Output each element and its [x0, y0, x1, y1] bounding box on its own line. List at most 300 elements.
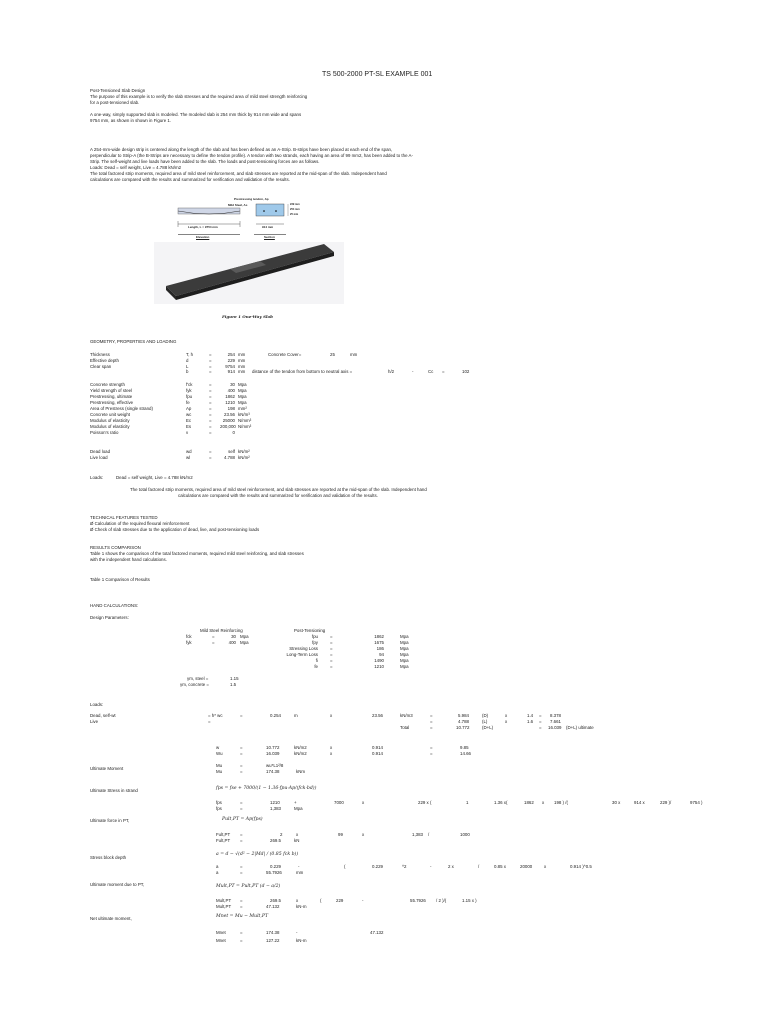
ultimate-stress-label: Ultimate Stress in strand — [90, 788, 138, 793]
width-label: 914 mm — [262, 225, 274, 229]
loads-text: Dead = self weight, Live = 4.788 kN/m2 — [116, 475, 193, 480]
pt-symbol: fe — [314, 664, 318, 669]
property-symbol: T, h — [186, 352, 194, 357]
property-unit: kN/m³ — [238, 412, 250, 417]
times: x — [542, 800, 545, 805]
gamma-steel-label: γm, steel = — [187, 676, 209, 681]
property-value: 23.56 — [224, 412, 235, 417]
unit: mm — [296, 870, 304, 875]
property-value: 25000 — [222, 418, 235, 423]
property-unit: mm — [238, 352, 246, 357]
equals: = — [430, 719, 433, 724]
total-load-result: 10.772 — [456, 725, 470, 730]
mild-steel-symbol: fyk — [186, 640, 192, 645]
equals: = — [209, 455, 212, 460]
property-unit: mm — [238, 358, 246, 363]
section-label: Section — [264, 235, 275, 239]
pt-symbol: fpu — [311, 634, 318, 639]
property-label: Area of Prestress (single strand) — [90, 406, 153, 411]
ultimate-moment-label: Ultimate Moment — [90, 766, 124, 771]
property-value: 0 — [232, 430, 235, 435]
summary-line: The total factored strip moments, required area of mild steel reinforcement, and slab stresses are reported at the mid-span of the slab. Independent hand — [130, 487, 427, 492]
times: x — [505, 713, 508, 718]
pt-value: 94 — [379, 652, 384, 657]
property-symbol: wc — [186, 412, 192, 417]
equals: = — [430, 745, 433, 750]
results-heading: RESULTS COMPARISON — [90, 545, 141, 550]
fps-symbol: fps — [216, 806, 222, 811]
elevation-slab — [178, 208, 240, 214]
property-symbol: b — [186, 369, 189, 374]
dead-load-formula: = h* wc — [208, 713, 223, 718]
one: 1 — [466, 800, 469, 805]
a-value: 55.7926 — [266, 870, 282, 875]
property-unit: kN/m² — [238, 455, 250, 460]
fult-value: 269.5 — [270, 838, 281, 843]
mild-steel-value: 400 — [228, 640, 236, 645]
unit: kN/m2 — [294, 745, 307, 750]
factored-live-load: 7.661 — [550, 719, 561, 724]
intro-line: 9754 mm, as shown in shown in Figure 1. — [90, 118, 172, 123]
depth-value: 0.229 — [372, 864, 383, 869]
strand-count: 2 — [280, 832, 283, 837]
equals: = — [240, 930, 243, 935]
description-line: Strip. The self-weight and live loads have been added to the slab. The loads and post-tensioning forces are as follows. — [90, 159, 320, 164]
load-tag: (D) — [482, 713, 489, 718]
property-value: 1862 — [225, 394, 235, 399]
property-label: Modulus of elasticity — [90, 424, 130, 429]
factor: 1.15 x ) — [462, 898, 477, 903]
minus: - — [430, 864, 432, 869]
load-symbol: Wu — [216, 751, 223, 756]
net-moment-formula: Mnet = Mu − Mult,PT — [216, 914, 269, 919]
figure-caption: Figure 1 One-Way Slab — [222, 314, 273, 319]
dead-load-result: 5.984 — [458, 713, 469, 718]
load-tag: (L) — [482, 719, 488, 724]
tendon-distance-cc: Cc — [428, 369, 434, 374]
a-value: 55.7926 — [410, 898, 426, 903]
property-symbol: wd — [186, 449, 192, 454]
constant: 20000 — [520, 864, 533, 869]
equals: = — [209, 449, 212, 454]
divide: / — [428, 832, 430, 837]
section-slab — [256, 204, 284, 216]
strand-area: 99 — [338, 832, 343, 837]
dead-load-label: Dead, self-wt — [90, 713, 116, 718]
load-value: 16.039 — [266, 751, 280, 756]
intro-line: A one-way, simply supported slab is modeled. The modeled slab is 254 mm thick by 914 mm wide and spans — [90, 112, 302, 117]
force-value: 269.5 — [270, 898, 281, 903]
gamma-steel-value: 1.15 — [230, 676, 239, 681]
tendon-label: Prestressing tendon, Ap — [234, 197, 269, 201]
factor: 0.85 x — [494, 864, 506, 869]
unit: Mpa — [400, 664, 409, 669]
pt-symbol: Long-Term Loss — [286, 652, 318, 657]
intro-line: The purpose of this example is to verify the slab stresses and the required area of mild steel strength reinforcing — [90, 94, 308, 99]
equals: = — [330, 640, 333, 645]
equals: = — [240, 838, 243, 843]
load-factor: 1.6 — [527, 719, 534, 724]
pt-value: 1490 — [374, 658, 384, 663]
total-label: Total — [400, 725, 410, 730]
factor: 2 x — [448, 864, 454, 869]
unit: Mpa — [400, 646, 409, 651]
equals: = — [240, 751, 243, 756]
mult-symbol: Mult,PT — [216, 904, 232, 909]
divide: / 2 )/( — [436, 898, 447, 903]
equals: = — [430, 725, 433, 730]
net-moment-label: Net ultimate moment, — [90, 916, 132, 921]
intro-heading: Post-Tensioned Slab Design — [90, 88, 146, 93]
property-value: 9754 — [225, 364, 235, 369]
page-title: TS 500-2000 PT-SL EXAMPLE 001 — [322, 71, 433, 78]
equals: = — [209, 369, 212, 374]
equals: = — [209, 352, 212, 357]
property-symbol: Es — [186, 424, 192, 429]
live-load-label: Live — [90, 719, 99, 724]
line-load-result: 14.66 — [460, 751, 471, 756]
tendon-distance-expr: h/2 — [388, 369, 395, 374]
stress-block-label: Stress block depth — [90, 855, 127, 860]
technical-heading: TECHNICAL FEATURES TESTED — [90, 515, 158, 520]
divisor: 1000 — [460, 832, 470, 837]
unit: kN-m — [296, 904, 307, 909]
property-value: 229 — [227, 358, 235, 363]
property-value: 4.788 — [224, 455, 235, 460]
depth: 229 x ( — [418, 800, 432, 805]
property-unit: N/mm³ — [238, 418, 252, 423]
dead-load-thickness: 0.254 — [270, 713, 281, 718]
tendon-distance-text: distance of the tendon from bottom to neutral axis = — [252, 369, 353, 374]
unit: Mpa — [400, 652, 409, 657]
property-symbol: fpu — [186, 394, 193, 399]
unit: kN — [294, 838, 300, 843]
design-params-heading: Design Parameters: — [90, 615, 129, 620]
cover-label: Concrete Cover= — [268, 352, 302, 357]
pt-symbol: fpy — [312, 640, 318, 645]
property-symbol: wl — [186, 455, 191, 460]
fck-value: 30 x — [612, 800, 621, 805]
equals: = — [240, 806, 243, 811]
equals: = — [209, 394, 212, 399]
equals: = — [209, 418, 212, 423]
mnet-symbol: Mnet — [216, 930, 226, 935]
description-line: perpendicular to Strip-A (the B-Strips are necessary to define the tendon profile). A tendon with two strands, each having an area of 99 mm2, has been added to the A- — [90, 153, 413, 158]
equals: = — [430, 713, 433, 718]
pt-value: 186 — [376, 646, 384, 651]
equals: = — [330, 658, 333, 663]
equals: = — [208, 719, 211, 724]
property-symbol: d — [186, 358, 189, 363]
equals: = — [240, 800, 243, 805]
property-label: Prestressing, effective — [90, 400, 134, 405]
gamma-concrete-value: 1.5 — [230, 682, 237, 687]
dim-label: 229 mm — [290, 203, 300, 206]
mild-steel-value: 30 — [231, 634, 236, 639]
equals: = — [209, 406, 212, 411]
paren: ( — [320, 898, 322, 903]
description-line: Loads: Dead = self weight, Live = 4.788 kN/m2 — [90, 165, 182, 170]
technical-item: Ø Calculation of the required flexural reinforcement — [90, 521, 190, 526]
equals: = — [209, 388, 212, 393]
property-label: Poisson's ratio — [90, 430, 119, 435]
property-value: self — [228, 449, 235, 454]
load-symbol: w — [216, 745, 220, 750]
property-symbol: fe — [186, 400, 190, 405]
slab-drawing — [148, 194, 348, 310]
property-symbol: Ap — [186, 406, 192, 411]
equals: = — [330, 634, 333, 639]
equals: = — [240, 763, 243, 768]
divide: / — [478, 864, 480, 869]
loads-label: Loads: — [90, 475, 104, 480]
property-unit: mm — [238, 369, 246, 374]
times: x — [330, 751, 333, 756]
times: x — [362, 832, 365, 837]
property-symbol: ν — [186, 430, 189, 435]
load-note: (D+L) ultimate — [566, 725, 594, 730]
results-line: with the independent hand calculations. — [90, 557, 167, 562]
gamma-concrete-label: γm, concrete = — [180, 682, 209, 687]
fps-symbol: fps — [216, 800, 222, 805]
property-value: 198 — [227, 406, 235, 411]
loads-calc-heading: Loads: — [90, 702, 104, 707]
equals: = — [240, 769, 243, 774]
factor: 1.36 x( — [494, 800, 508, 805]
property-label: Modulus of elasticity — [90, 418, 130, 423]
line-load-result: 9.85 — [460, 745, 469, 750]
unit: kNm — [296, 769, 306, 774]
unit: Mpa — [400, 634, 409, 639]
a-symbol: a — [216, 870, 219, 875]
equals: = — [539, 713, 542, 718]
equals: = — [209, 430, 212, 435]
fpu-value: 1862 — [524, 800, 534, 805]
property-unit: kN/m² — [238, 449, 250, 454]
span-value: 9754 ) — [690, 800, 703, 805]
stress-block-formula: a = d − √(d² − 2|Md| / (0.85 fck b)) — [216, 852, 299, 857]
width-value: 0.914 — [372, 745, 383, 750]
property-unit: Mpa — [238, 394, 247, 399]
equals: = — [240, 713, 243, 718]
cover-value: 25 — [330, 352, 335, 357]
minus: - — [298, 864, 300, 869]
summary-line: calculations are compared with the results and summarized for verification and validation of the results. — [178, 493, 378, 498]
table-caption: Table 1 Comparison of Results — [90, 577, 150, 582]
load-tag: (D+L) — [482, 725, 494, 730]
equals: = — [212, 634, 215, 639]
mult-symbol: Mult,PT — [216, 898, 232, 903]
property-value: 200,000 — [220, 424, 236, 429]
equals: = — [209, 364, 212, 369]
equals: = — [240, 938, 243, 943]
property-unit: Mpa — [238, 382, 247, 387]
description-line: The total factored strip moments, required area of mild steel reinforcement, and slab stresses are reported at the mid-span of the slab. Independent hand — [90, 171, 387, 176]
unit: Mpa — [294, 806, 303, 811]
mnet-symbol: Mnet — [216, 938, 226, 943]
length-label: Length, L = 9754 mm — [188, 225, 218, 229]
ultimate-force-label: Ultimate force in PT, — [90, 818, 130, 823]
unit: Mpa — [400, 658, 409, 663]
width-value: 0.914 — [372, 751, 383, 756]
pt-value: 1862 — [374, 634, 384, 639]
intro-line: for a post-tensioned slab. — [90, 100, 140, 105]
equals: = — [212, 640, 215, 645]
results-line: Table 1 shows the comparison of the total factored moments, required mild steel reinforcing, and slab stresses — [90, 551, 304, 556]
ultimate-stress-formula: fps = fse + 7000/(1 − 1.36·fpu·Ap/(fck·bd)) — [216, 786, 317, 791]
fps-value: 1,383 — [270, 806, 281, 811]
equals: = — [209, 400, 212, 405]
property-label: Thickness — [90, 352, 110, 357]
mild-steel-heading: Mild Steel Reinforcing — [200, 628, 243, 633]
property-value: 914 — [227, 369, 235, 374]
property-unit: Mpa — [238, 388, 247, 393]
unit: Mpa — [400, 640, 409, 645]
property-label: Dead load — [90, 449, 111, 454]
paren: ( — [344, 864, 346, 869]
equals: = — [240, 870, 243, 875]
equals: = — [330, 664, 333, 669]
times: x — [296, 898, 299, 903]
ultimate-moment-pt-formula: Mult,PT = Pult,PT (d − a/2) — [216, 884, 281, 889]
equals: = — [209, 382, 212, 387]
equals: = — [539, 719, 542, 724]
fse-value: 1210 — [270, 800, 280, 805]
mu-value: 174.38 — [266, 930, 280, 935]
mult-value: 47.132 — [370, 930, 384, 935]
load-factor: 1.4 — [527, 713, 534, 718]
pt-value: 1210 — [374, 664, 384, 669]
pt-symbol: Stressing Loss — [289, 646, 318, 651]
property-unit: N/mm³ — [238, 424, 252, 429]
b-value: 0.914 )^0.5 — [570, 864, 592, 869]
fult-symbol: Fult,PT — [216, 838, 231, 843]
equals: = — [209, 412, 212, 417]
times: x — [330, 745, 333, 750]
times: x — [544, 864, 547, 869]
property-unit: mm — [238, 364, 246, 369]
property-symbol: Ec — [186, 418, 192, 423]
dim-label: 254 mm — [290, 208, 300, 211]
mult-value: 47.132 — [266, 904, 280, 909]
depth-value: 229 — [336, 898, 344, 903]
property-label: Yield strength of steel — [90, 388, 133, 393]
plus: + — [294, 800, 297, 805]
geometry-heading: GEOMETRY, PROPERTIES AND LOADING — [90, 339, 177, 344]
elevation-label: Elevation — [196, 235, 210, 239]
mu-symbol: Mu — [216, 769, 223, 774]
property-symbol: L — [186, 364, 189, 369]
minus: - — [362, 898, 364, 903]
mild-steel-symbol: fck — [186, 634, 192, 639]
equals: = — [209, 424, 212, 429]
description-line: A 254-mm-wide design strip is centered along the length of the slab and has been defined as an A-Strip. B-strips have been placed at each end of the span, — [90, 147, 393, 152]
post-tensioning-heading: Post-Tensioning — [294, 628, 326, 633]
unit: Mpa — [240, 640, 249, 645]
mnet-value: 127.22 — [266, 938, 280, 943]
unit: Mpa — [240, 634, 249, 639]
equals: = — [240, 904, 243, 909]
fps-value: 1,383 — [412, 832, 423, 837]
tendon-distance-value: 102 — [462, 369, 470, 374]
power: ^2 — [402, 864, 407, 869]
property-unit: Mpa — [238, 400, 247, 405]
equals: = — [330, 652, 333, 657]
technical-item: Ø Check of slab stresses due to the application of dead, live, and post-tensioning loads — [90, 527, 260, 532]
equals: = — [430, 751, 433, 756]
live-load-result: 4.788 — [458, 719, 469, 724]
fult-symbol: Fult,PT — [216, 832, 231, 837]
unit: kN/m3 — [400, 713, 413, 718]
mu-expression: wu*L1²/8 — [266, 763, 284, 768]
minus: - — [296, 930, 298, 935]
tendon-distance-eq: = — [442, 369, 445, 374]
equals: = — [240, 898, 243, 903]
dim-label: 25 mm — [290, 213, 299, 216]
mild-steel-label: Mild Steel, As — [228, 203, 248, 207]
times: x — [505, 719, 508, 724]
property-label: Clear span — [90, 364, 112, 369]
load-value: 10.772 — [266, 745, 280, 750]
equals: = — [240, 832, 243, 837]
property-symbol: fyk — [186, 388, 192, 393]
equals: = — [539, 725, 542, 730]
times: x — [362, 800, 365, 805]
property-value: 254 — [227, 352, 235, 357]
mu-symbol: Mu — [216, 763, 223, 768]
constant: 7000 — [334, 800, 344, 805]
property-unit: mm² — [238, 406, 247, 411]
pt-value: 1675 — [374, 640, 384, 645]
figure-one-way-slab — [148, 194, 348, 310]
pt-symbol: fi — [315, 658, 318, 663]
unit-weight: 23.56 — [372, 713, 383, 718]
b-value: 914 x — [634, 800, 645, 805]
unit: m — [294, 713, 298, 718]
times: x — [296, 832, 299, 837]
property-label: Live load — [90, 455, 108, 460]
unit: kN/m2 — [294, 751, 307, 756]
unit: kN-m — [296, 938, 307, 943]
property-value: 30 — [230, 382, 235, 387]
property-label: Prestressing, ultimate — [90, 394, 133, 399]
times: x — [330, 713, 333, 718]
factored-dead-load: 8.378 — [550, 713, 561, 718]
d-value: 229 )/ — [660, 800, 672, 805]
description-line: calculations are compared with the results and summarized for verification and validation of the results. — [90, 177, 290, 182]
depth-value: 0.229 — [270, 864, 281, 869]
a-symbol: a — [216, 864, 219, 869]
equals: = — [330, 646, 333, 651]
hand-calc-heading: HAND CALCULATIONS: — [90, 603, 139, 608]
mu-value: 174.38 — [266, 769, 280, 774]
factored-total-load: 16.039 — [548, 725, 562, 730]
ap-value: 198 ) /( — [554, 800, 568, 805]
property-symbol: f'ck — [186, 382, 193, 387]
property-label: Concrete strength — [90, 382, 125, 387]
property-value: 1210 — [225, 400, 235, 405]
property-label: Concrete unit weight — [90, 412, 131, 417]
cover-unit: mm — [350, 352, 358, 357]
property-value: 400 — [227, 388, 235, 393]
tendon-distance-dash: - — [412, 369, 414, 374]
equals: = — [209, 358, 212, 363]
ultimate-moment-pt-label: Ultimate moment due to PT, — [90, 882, 145, 887]
equals: = — [240, 864, 243, 869]
property-label: Effective depth — [90, 358, 119, 363]
ultimate-force-formula: Pult,PT = Ap(fps) — [222, 817, 263, 822]
equals: = — [240, 745, 243, 750]
